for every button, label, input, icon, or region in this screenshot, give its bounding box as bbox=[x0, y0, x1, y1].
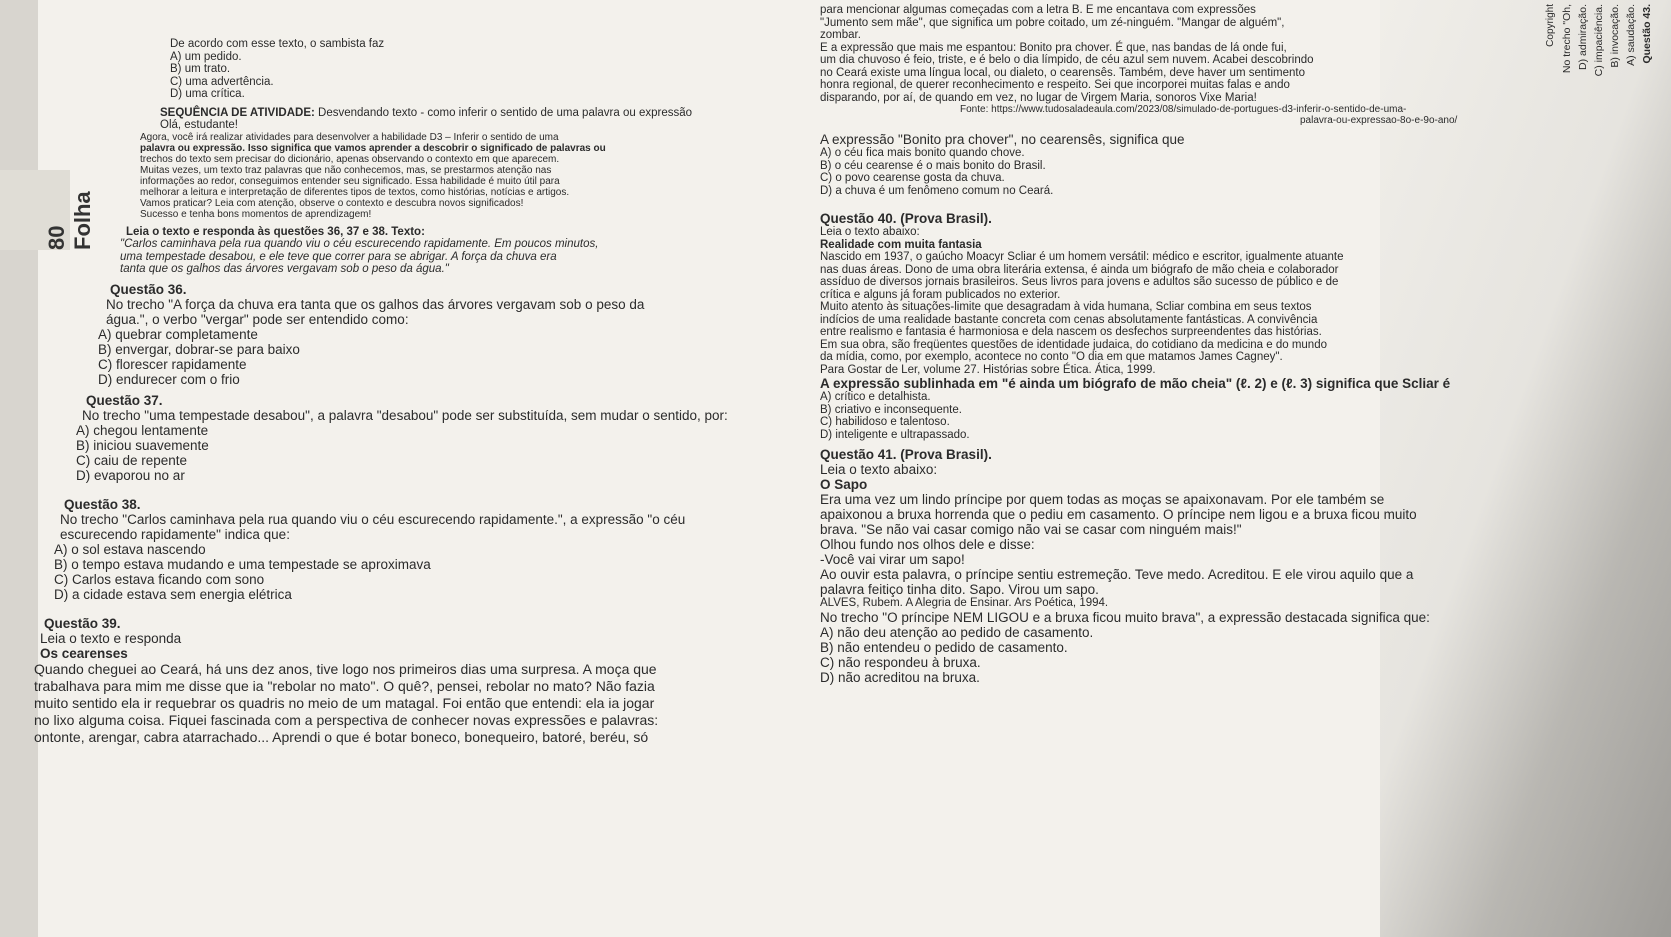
q39-text-continued bbox=[820, 4, 1510, 104]
rotated-line: D) admiração. bbox=[1577, 4, 1589, 70]
intro-line: Sucesso e tenha bons momentos de aprendizagem! bbox=[140, 208, 372, 220]
q41-text-line: apaixonou a bruxa horrenda que o pediu em casamento. O príncipe nem ligou e a bruxa ficou muito bbox=[820, 507, 1417, 522]
intro-line: Agora, você irá realizar atividades para desenvolver a habilidade D3 – Inferir o sentido de uma bbox=[140, 131, 559, 143]
q41-option-d: D) não acreditou na bruxa. bbox=[820, 669, 980, 685]
poem-text bbox=[40, 238, 760, 276]
q37-option-b: B) iniciou suavemente bbox=[76, 437, 209, 453]
rotated-line: C) impaciência. bbox=[1593, 4, 1605, 77]
q40-text-title: Realidade com muita fantasia bbox=[820, 238, 982, 251]
q41-text-line: Era uma vez um lindo príncipe por quem todas as moças se apaixonavam. Por ele também se bbox=[820, 492, 1385, 507]
right-column bbox=[820, 4, 1510, 685]
q41-option-b: B) não entendeu o pedido de casamento. bbox=[820, 639, 1068, 655]
q37-options bbox=[40, 423, 760, 483]
continued-line: disparando, por aí, de quando em vez, no lugar de Virgem Maria, sonoros Vixe Maria! bbox=[820, 91, 1257, 104]
continued-line: honra regional, de querer reconhecimento e respeito. Sei que incorporei muitas falas e ando bbox=[820, 79, 1290, 91]
q40-text-line: assíduo de diversos jornais brasileiros. Seus livros para jovens e adultos são sucesso de público e de bbox=[820, 276, 1339, 288]
q39-text-line: Quando cheguei ao Ceará, há uns dez anos, tive logo nos primeiros dias uma surpresa. A moça que bbox=[34, 660, 657, 677]
continued-line: no Ceará existe uma língua local, ou dialeto, o cearensês. Também, deve haver um sentimento bbox=[820, 66, 1305, 79]
q40-text-line: Muito atento às situações-limite que desagradam à vida humana, Scliar combina em seus textos bbox=[820, 301, 1312, 313]
q35-option-a: A) um pedido. bbox=[170, 50, 242, 63]
q41-text-line: palavra feitiço tinha dito. Sapo. Virou um sapo. bbox=[820, 582, 1099, 597]
poem-line: tanta que os galhos das árvores vergavam sob o peso da água." bbox=[120, 263, 449, 275]
q39-question: A expressão "Bonito pra chover", no cearensês, significa que bbox=[820, 132, 1185, 147]
activity-title: SEQUÊNCIA DE ATIVIDADE: bbox=[160, 106, 315, 119]
continued-line: para mencionar algumas começadas com a letra B. E me encantava com expressões bbox=[820, 4, 1256, 16]
q38-option-b: B) o tempo estava mudando e uma tempestade se aproximava bbox=[54, 556, 431, 572]
q39-text bbox=[34, 661, 760, 746]
q36-options bbox=[40, 327, 760, 387]
q41-option-c: C) não respondeu à bruxa. bbox=[820, 654, 981, 670]
q40-text-line: indícios de uma realidade bastante concreta com cenas absolutamente fantásticas. A convivência bbox=[820, 313, 1318, 326]
q36-option-d: D) endurecer com o frio bbox=[98, 371, 240, 387]
rotated-line: B) invocação. bbox=[1609, 4, 1621, 68]
q40-text bbox=[820, 251, 1480, 364]
q38-text: No trecho "Carlos caminhava pela rua quando viu o céu escurecendo rapidamente.", a expressão "o céu escurecendo rapidamente" indica que: bbox=[60, 511, 686, 542]
q38-option-c: C) Carlos estava ficando com sono bbox=[54, 571, 265, 587]
q39-option-c: C) o povo cearense gosta da chuva. bbox=[820, 172, 1005, 184]
q39-text-title: Os cearenses bbox=[40, 645, 128, 661]
q35-option-c: C) uma advertência. bbox=[170, 75, 274, 88]
q35-options bbox=[40, 51, 760, 101]
q35-option-b: B) um trato. bbox=[170, 63, 231, 75]
q39-option-b: B) o céu cearense é o mais bonito do Brasil. bbox=[820, 159, 1046, 172]
left-strip-mark: 80 Folha bbox=[44, 191, 95, 250]
q39-text-line: trabalhava para mim me disse que ia "rebolar no mato". O quê?, pensei, rebolar no mato? Não fazia bbox=[34, 677, 655, 694]
source-line: palavra-ou-expressao-8o-e-9o-ano/ bbox=[1300, 115, 1458, 126]
q36-option-b: B) envergar, dobrar-se para baixo bbox=[98, 341, 300, 357]
q36-text: No trecho "A força da chuva era tanta que os galhos das árvores vergavam sob o peso da água.", o verbo "vergar" pode ser entendido como: bbox=[106, 296, 645, 327]
q39-title: Questão 39. bbox=[44, 615, 121, 631]
q41-text bbox=[820, 492, 1510, 597]
rotated-line: No trecho "Oh, bbox=[1561, 4, 1573, 74]
q40-source: Para Gostar de Ler, volume 27. Histórias sobre Ética. Ática, 1999. bbox=[820, 363, 1156, 376]
q39-text-line: ontonte, arengar, cabra atarrachado... Aprendi o que é botar boneco, bonequeiro, batoré, beréu, só bbox=[34, 728, 649, 745]
q41-title: Questão 41. (Prova Brasil). bbox=[820, 447, 992, 462]
continued-line: um dia chuvoso é feio, triste, e é belo o dia límpido, de céu azul sem nuvem. Acabei descobrindo bbox=[820, 54, 1314, 66]
read-instruction: Leia o texto e responda às questões 36, 37 e 38. Texto: bbox=[126, 225, 425, 238]
intro-line: Vamos praticar? Leia com atenção, observe o contexto e descubra novos significados! bbox=[140, 197, 524, 209]
intro-line: informações ao redor, conseguimos entender seu significado. Essa habilidade é muito útil para bbox=[140, 175, 560, 187]
q36-title: Questão 36. bbox=[110, 281, 187, 297]
continued-line: E a expressão que mais me espantou: Bonito pra chover. É que, nas bandas de lá onde fui, bbox=[820, 41, 1287, 54]
q37-title: Questão 37. bbox=[86, 392, 163, 408]
q35-option-d: D) uma crítica. bbox=[170, 88, 245, 100]
q41-options bbox=[820, 625, 1510, 685]
rotated-question-43 bbox=[1545, 4, 1655, 94]
continued-line: zombar. bbox=[820, 29, 861, 41]
poem-line: uma tempestade desabou, e ele teve que correr para se abrigar. A força da chuva era bbox=[120, 250, 557, 263]
q41-option-a: A) não deu atenção ao pedido de casamento. bbox=[820, 624, 1094, 640]
intro-paragraph bbox=[40, 132, 760, 220]
rotated-line: Copyright bbox=[1545, 4, 1556, 47]
intro-line: palavra ou expressão. Isso significa que vamos aprender a descobrir o significado de palavras ou bbox=[140, 142, 606, 154]
q37-text: No trecho "uma tempestade desabou", a palavra "desabou" pode ser substituída, sem mudar o sentido, por: bbox=[82, 407, 728, 423]
q39-option-a: A) o céu fica mais bonito quando chove. bbox=[820, 147, 1025, 159]
q38-option-d: D) a cidade estava sem energia elétrica bbox=[54, 586, 292, 602]
q41-source: ALVES, Rubem. A Alegria de Ensinar. Ars Poética, 1994. bbox=[820, 597, 1109, 609]
q40-text-line: entre realismo e fantasia é harmoniosa e dela nascem os desfechos surpreendentes das histórias. bbox=[820, 326, 1322, 338]
greeting: Olá, estudante! bbox=[160, 119, 238, 131]
q37-option-a: A) chegou lentamente bbox=[76, 422, 209, 438]
q41-text-line: Olhou fundo nos olhos dele e disse: bbox=[820, 537, 1035, 552]
q38-option-a: A) o sol estava nascendo bbox=[54, 541, 206, 557]
intro-line: trechos do texto sem precisar do dicionário, apenas observando o contexto em que aparecem. bbox=[140, 153, 560, 165]
source-line: Fonte: https://www.tudosaladeaula.com/2023/08/simulado-de-portugues-d3-inferir-o-sentido-de-uma- bbox=[960, 104, 1407, 115]
q40-instruction: Leia o texto abaixo: bbox=[820, 226, 920, 238]
q40-options bbox=[820, 391, 1510, 441]
left-column bbox=[34, 38, 760, 746]
q39-option-d: D) a chuva é um fenômeno comum no Ceará. bbox=[820, 184, 1054, 197]
continued-line: "Jumento sem mãe", que significa um pobre coitado, um zé-ninguém. "Mangar de alguém", bbox=[820, 16, 1285, 29]
q40-text-line: Em sua obra, são freqüentes questões de identidade judaica, do cotidiano da medicina e do mundo bbox=[820, 338, 1327, 351]
q41-instruction: Leia o texto abaixo: bbox=[820, 462, 938, 477]
rotated-line: Questão 43. bbox=[1641, 4, 1653, 64]
q39-text-line: muito sentido ela ir requebrar os quadris no meio de um matagal. Foi então que entendi: ela ia jogar bbox=[34, 694, 655, 711]
q41-question: No trecho "O príncipe NEM LIGOU e a bruxa ficou muito brava", a expressão destacada significa que: bbox=[820, 609, 1430, 625]
q35-intro: De acordo com esse texto, o sambista faz bbox=[170, 38, 385, 50]
q39-options bbox=[820, 147, 1510, 197]
q41-text-line: Ao ouvir esta palavra, o príncipe sentiu estremeção. Teve medo. Acreditou. E ele virou aquilo que a bbox=[820, 567, 1414, 582]
q40-option-a: A) crítico e detalhista. bbox=[820, 391, 931, 403]
intro-line: melhorar a leitura e interpretação de diferentes tipos de textos, como histórias, notícias e artigos. bbox=[140, 186, 570, 198]
q38-options bbox=[40, 542, 760, 602]
rotated-line: A) saudação. bbox=[1625, 4, 1637, 66]
poem-line: "Carlos caminhava pela rua quando viu o céu escurecendo rapidamente. Em poucos minutos, bbox=[120, 238, 599, 250]
q39-instruction: Leia o texto e responda bbox=[40, 630, 182, 646]
q40-text-line: da mídia, como, por exemplo, acontece no conto "O dia em que matamos James Cagney". bbox=[820, 351, 1283, 363]
q40-option-c: C) habilidoso e talentoso. bbox=[820, 416, 950, 428]
activity-subtitle: Desvendando texto - como inferir o sentido de uma palavra ou expressão bbox=[318, 106, 693, 119]
q37-option-c: C) caiu de repente bbox=[76, 452, 188, 468]
q41-text-title: O Sapo bbox=[820, 477, 868, 492]
q40-option-d: D) inteligente e ultrapassado. bbox=[820, 428, 970, 441]
q40-question: A expressão sublinhada em "é ainda um biógrafo de mão cheia" (ℓ. 2) e (ℓ. 3) significa que Scliar é bbox=[820, 376, 1451, 391]
q41-text-line: brava. "Se não vai casar comigo não vai se casar com ninguém mais!" bbox=[820, 522, 1242, 537]
q36-option-c: C) florescer rapidamente bbox=[98, 356, 247, 372]
q40-text-line: crítica e alguns já foram publicados no exterior. bbox=[820, 288, 1061, 301]
q39-text-line: no lixo alguma coisa. Fiquei fascinada com a perspectiva de conhecer novas expressões e palavras: bbox=[34, 711, 659, 728]
q40-option-b: B) criativo e inconsequente. bbox=[820, 403, 962, 416]
q37-option-d: D) evaporou no ar bbox=[76, 467, 185, 483]
intro-line: Muitas vezes, um texto traz palavras que não conhecemos, mas, se prestarmos atenção nas bbox=[140, 164, 552, 176]
q41-text-line: -Você vai virar um sapo! bbox=[820, 552, 965, 567]
q36-option-a: A) quebrar completamente bbox=[98, 326, 258, 342]
q40-text-line: nas duas áreas. Dono de uma obra literária extensa, é ainda um biógrafo de mão cheia e colaborador bbox=[820, 263, 1339, 276]
source-citation bbox=[820, 104, 1510, 126]
q40-title: Questão 40. (Prova Brasil). bbox=[820, 211, 992, 226]
q38-title: Questão 38. bbox=[64, 496, 141, 512]
q40-text-line: Nascido em 1937, o gaúcho Moacyr Scliar é um homem versátil: médico e escritor, igualmente atuante bbox=[820, 251, 1344, 263]
